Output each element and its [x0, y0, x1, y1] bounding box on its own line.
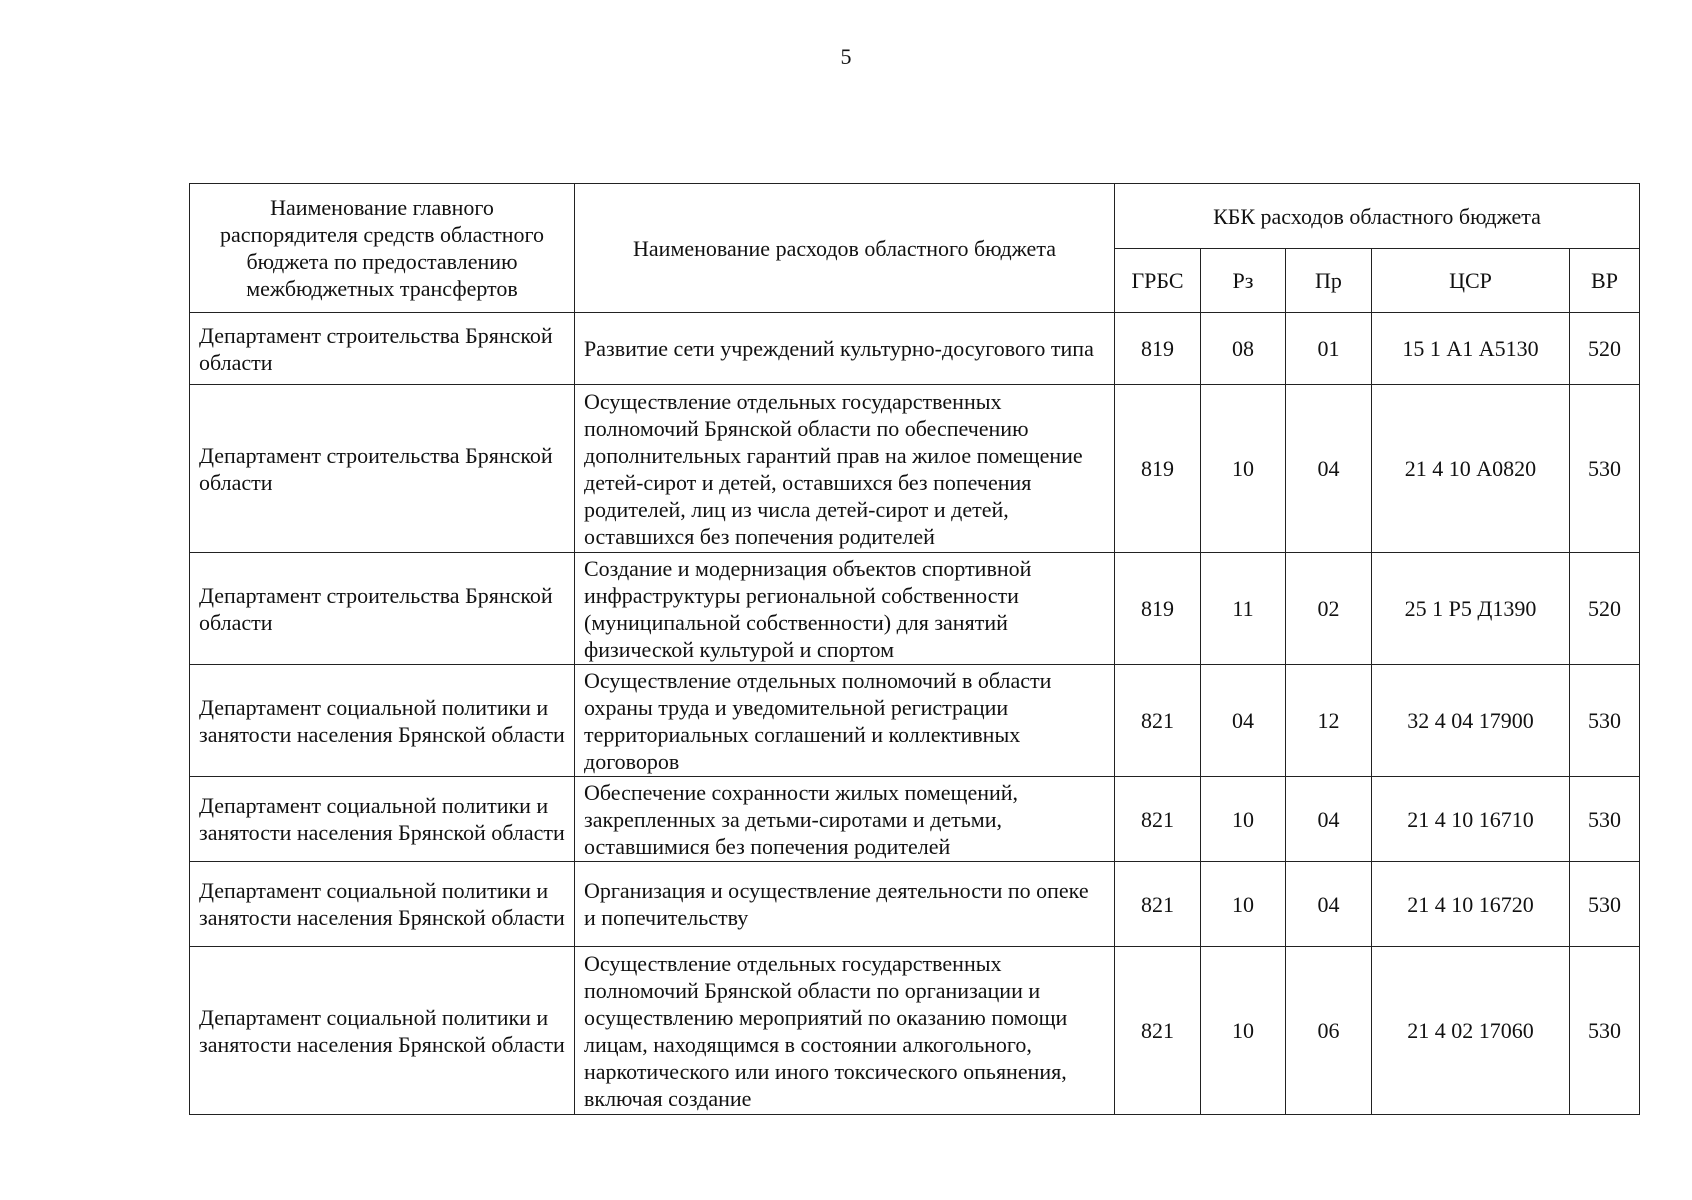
csr-header: ЦСР [1372, 249, 1570, 313]
table-header [190, 184, 1640, 313]
grbs-cell: 821 [1115, 665, 1201, 777]
recipient-header: Наименование главного распорядителя средств областного бюджета по предоставлению межбюджетных трансфертов [190, 184, 575, 313]
recipient-cell: Департамент строительства Брянской области [190, 385, 575, 553]
csr-cell: 21 4 02 17060 [1372, 947, 1570, 1115]
table-body [190, 313, 1640, 1115]
table-row [190, 665, 1640, 777]
pr-cell: 04 [1286, 777, 1372, 862]
csr-cell: 21 4 10 16720 [1372, 862, 1570, 947]
expense-cell: Осуществление отдельных государственных полномочий Брянской области по организации и осуществлению мероприятий по оказанию помощи лицам, находящимся в состоянии алкогольного, наркотического или иного токсического опьянения, включая создание [575, 947, 1115, 1115]
expense-cell: Развитие сети учреждений культурно-досугового типа [575, 313, 1115, 385]
grbs-cell: 819 [1115, 385, 1201, 553]
grbs-cell: 821 [1115, 777, 1201, 862]
recipient-cell: Департамент социальной политики и занятости населения Брянской области [190, 777, 575, 862]
table-row [190, 385, 1640, 553]
pr-cell: 04 [1286, 862, 1372, 947]
recipient-cell: Департамент строительства Брянской области [190, 313, 575, 385]
expense-cell: Создание и модернизация объектов спортивной инфраструктуры региональной собственности (муниципальной собственности) для занятий физической культурой и спортом [575, 553, 1115, 665]
csr-cell: 32 4 04 17900 [1372, 665, 1570, 777]
vr-cell: 530 [1570, 947, 1640, 1115]
grbs-cell: 821 [1115, 947, 1201, 1115]
rz-cell: 10 [1201, 947, 1286, 1115]
header-row [190, 184, 1640, 249]
vr-cell: 530 [1570, 665, 1640, 777]
expense-cell: Обеспечение сохранности жилых помещений, закрепленных за детьми-сиротами и детьми, оставшимися без попечения родителей [575, 777, 1115, 862]
recipient-cell: Департамент социальной политики и занятости населения Брянской области [190, 947, 575, 1115]
rz-cell: 10 [1201, 777, 1286, 862]
rz-cell: 08 [1201, 313, 1286, 385]
expense-cell: Осуществление отдельных государственных полномочий Брянской области по обеспечению дополнительных гарантий прав на жилое помещение детей-сирот и детей, оставшихся без попечения родителей, лиц из числа детей-сирот и детей, оставшихся без попечения родителей [575, 385, 1115, 553]
pr-cell: 12 [1286, 665, 1372, 777]
csr-cell: 15 1 А1 А5130 [1372, 313, 1570, 385]
vr-cell: 530 [1570, 385, 1640, 553]
pr-header: Пр [1286, 249, 1372, 313]
rz-cell: 04 [1201, 665, 1286, 777]
expense-name-header: Наименование расходов областного бюджета [575, 184, 1115, 313]
rz-header: Рз [1201, 249, 1286, 313]
page-number: 5 [840, 44, 852, 69]
rz-cell: 10 [1201, 862, 1286, 947]
grbs-cell: 819 [1115, 553, 1201, 665]
pr-cell: 04 [1286, 385, 1372, 553]
csr-cell: 21 4 10 А0820 [1372, 385, 1570, 553]
grbs-cell: 819 [1115, 313, 1201, 385]
table-row [190, 862, 1640, 947]
recipient-cell: Департамент социальной политики и занятости населения Брянской области [190, 862, 575, 947]
table-row [190, 313, 1640, 385]
grbs-header: ГРБС [1115, 249, 1201, 313]
pr-cell: 01 [1286, 313, 1372, 385]
table-row [190, 777, 1640, 862]
expense-cell: Организация и осуществление деятельности по опеке и попечительству [575, 862, 1115, 947]
csr-cell: 21 4 10 16710 [1372, 777, 1570, 862]
budget-table [189, 183, 1640, 1115]
recipient-cell: Департамент строительства Брянской области [190, 553, 575, 665]
vr-header: ВР [1570, 249, 1640, 313]
pr-cell: 06 [1286, 947, 1372, 1115]
vr-cell: 530 [1570, 862, 1640, 947]
pr-cell: 02 [1286, 553, 1372, 665]
expense-cell: Осуществление отдельных полномочий в области охраны труда и уведомительной регистрации территориальных соглашений и коллективных договоров [575, 665, 1115, 777]
vr-cell: 520 [1570, 553, 1640, 665]
vr-cell: 520 [1570, 313, 1640, 385]
grbs-cell: 821 [1115, 862, 1201, 947]
table-row [190, 947, 1640, 1115]
rz-cell: 11 [1201, 553, 1286, 665]
rz-cell: 10 [1201, 385, 1286, 553]
csr-cell: 25 1 Р5 Д1390 [1372, 553, 1570, 665]
vr-cell: 530 [1570, 777, 1640, 862]
recipient-cell: Департамент социальной политики и занятости населения Брянской области [190, 665, 575, 777]
table-row [190, 553, 1640, 665]
kbk-header: КБК расходов областного бюджета [1115, 184, 1640, 249]
